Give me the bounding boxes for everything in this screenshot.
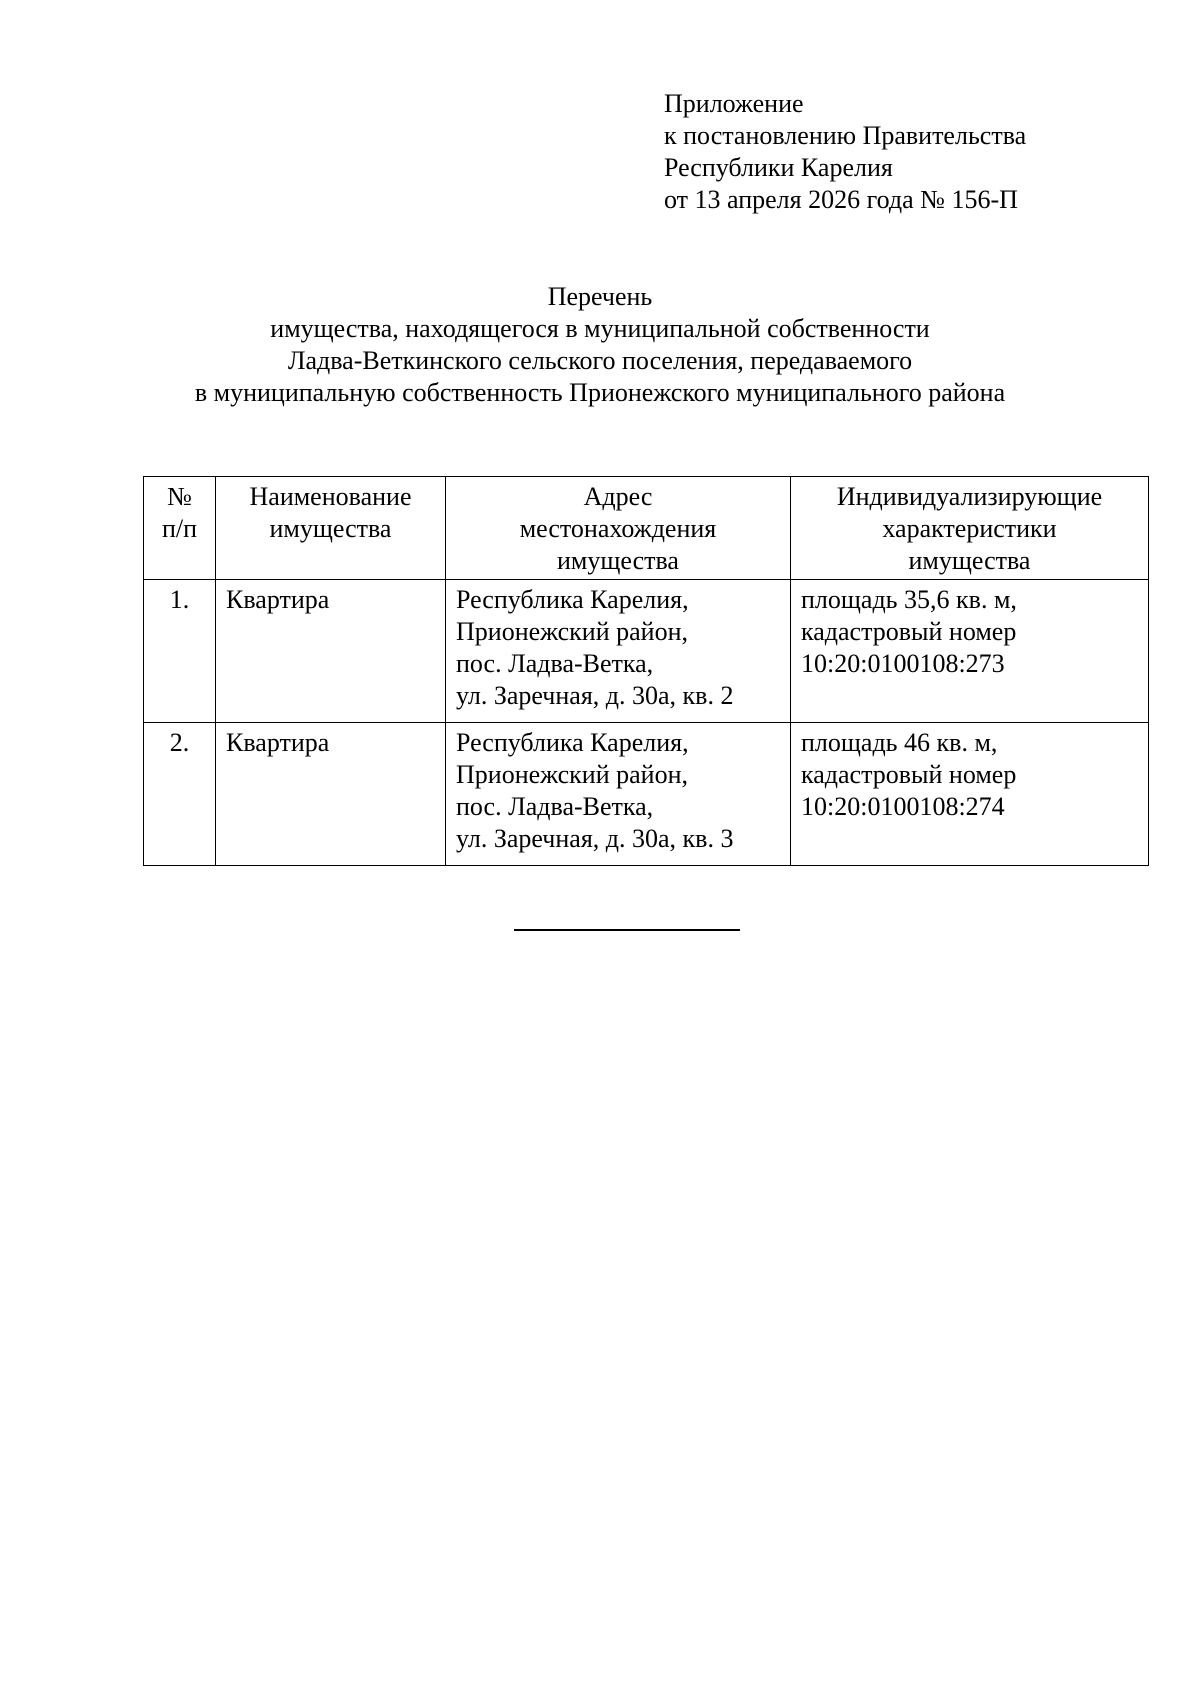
header-address [446,477,791,580]
appendix-line: Республики Карелия [664,153,893,182]
appendix-line: Приложение [664,89,804,118]
table-header-row [144,477,1149,580]
title-line: имущества, находящегося в муниципальной собственности [270,314,930,343]
appendix-header [664,88,1026,216]
characteristics-line: кадастровый номер [801,617,1017,646]
row-characteristics [791,580,1149,723]
header-line: п/п [161,514,198,543]
header-line: имущества [908,546,1031,575]
row-name: Квартира [216,580,446,723]
characteristics-line: площадь 35,6 кв. м, [801,585,1017,614]
header-line: № [167,482,192,511]
address-line: Прионежский район, [456,617,689,646]
header-name [216,477,446,580]
closing-rule [514,929,740,931]
characteristics-line: площадь 46 кв. м, [801,728,998,757]
header-line: местонахождения [519,514,717,543]
address-line: пос. Ладва-Ветка, [456,792,654,821]
characteristics-line: 10:20:0100108:273 [801,649,1005,678]
address-line: Республика Карелия, [456,585,689,614]
document-title [0,281,1200,409]
appendix-line: к постановлению Правительства [664,121,1027,150]
row-address [446,723,791,866]
row-address [446,580,791,723]
header-line: Индивидуализирующие [836,482,1103,511]
address-line: ул. Заречная, д. 30а, кв. 3 [456,824,734,853]
table-row [144,580,1149,723]
title-line: в муниципальную собственность Прионежского муниципального района [194,378,1006,407]
address-line: Республика Карелия, [456,728,689,757]
characteristics-line: кадастровый номер [801,760,1017,789]
appendix-line: от 13 апреля 2026 года № 156-П [664,185,1018,214]
address-line: Прионежский район, [456,760,689,789]
row-number: 2. [144,723,216,866]
address-line: ул. Заречная, д. 30а, кв. 2 [456,681,734,710]
table-row [144,723,1149,866]
row-name: Квартира [216,723,446,866]
header-line: Адрес [583,482,653,511]
header-number [144,477,216,580]
title-line: Ладва-Веткинского сельского поселения, передаваемого [287,346,913,375]
row-number: 1. [144,580,216,723]
header-line: имущества [269,514,392,543]
header-line: характеристики [882,514,1057,543]
property-table [143,476,1149,866]
address-line: пос. Ладва-Ветка, [456,649,654,678]
header-line: Наименование [249,482,412,511]
header-line: имущества [557,546,679,575]
characteristics-line: 10:20:0100108:274 [801,792,1005,821]
header-characteristics [791,477,1149,580]
row-characteristics [791,723,1149,866]
title-line: Перечень [547,282,653,311]
